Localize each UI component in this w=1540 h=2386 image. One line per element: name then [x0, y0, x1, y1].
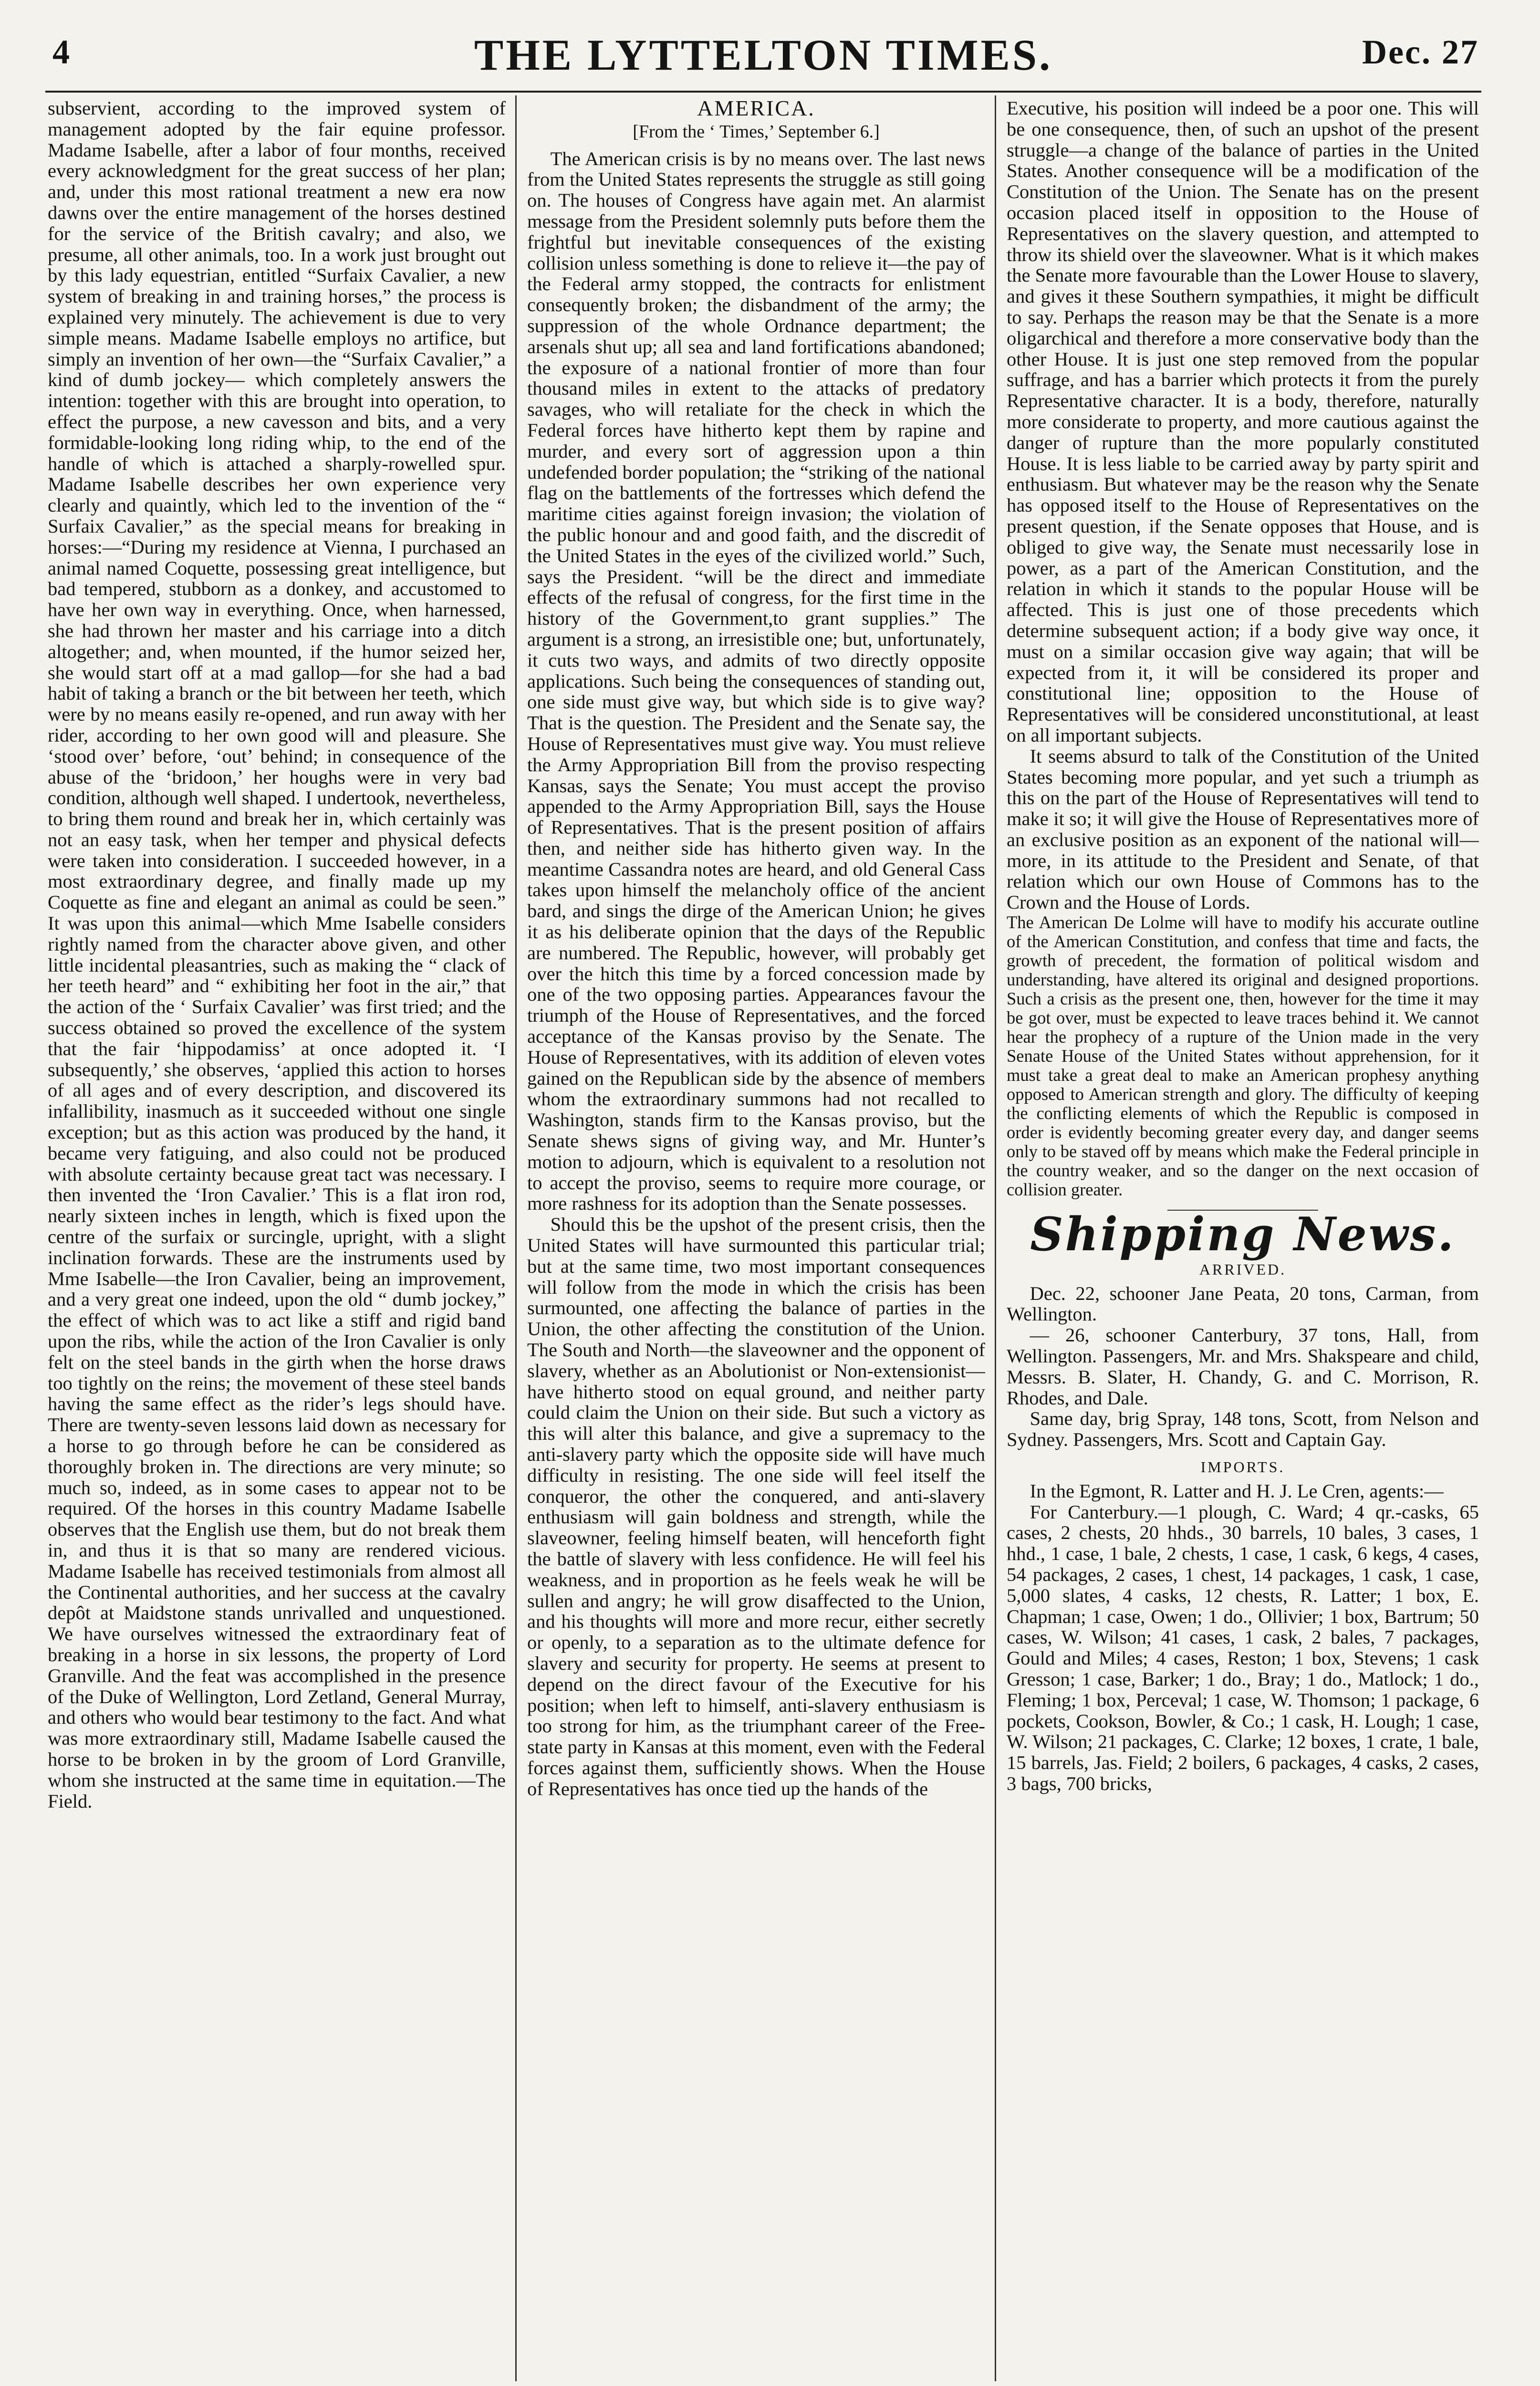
article-paragraph-small: The American De Lolme will have to modify his accurate outline of the American Constitution, and confess that time and facts, the growth of precedent, the formation of political wisdom and understanding, have altered its original and designed proportions. Such a crisis as the present one, then, however for the time it may be got over, must be expected to leave traces behind it. We cannot hear the prophecy of a rupture of the Union made in the very Senate House of the United States without apprehension, for it must take a great deal to make an American prophesy anything opposed to American strength and glory. The difficulty of keeping the conflicting elements of which the Republic is composed in order is evidently becoming greater every day, and danger seems only to be staved off by means which make the Federal principle in the country weaker, and so the danger on the next occasion of collision greater.	[1007, 912, 1479, 1200]
header-rule	[45, 91, 1481, 93]
column-divider-1	[515, 95, 517, 2381]
article-paragraph: It seems absurd to talk of the Constitution of the United States becoming more popular, and yet such a triumph as this on the part of the House of Representatives will tend to make it so; it will give the House of Representatives more of an exclusive position as an exponent of the national will—more, in its attitude to the President and Senate, of that relation which our own House of Commons has to the Crown and the House of Lords.	[1007, 745, 1479, 913]
page-number: 4	[52, 33, 70, 71]
import-entry: For Canterbury.—1 plough, C. Ward; 4 qr.-casks, 65 cases, 2 chests, 20 hhds., 30 barrels, 10 bales, 3 cases, 1 hhd., 1 case, 1 bale, 2 chests, 1 case, 1 cask, 6 kegs, 4 cases, 54 packages, 2 cases, 1 chest, 14 packages, 1 cask, 1 case, 5,000 slates, 4 casks, 12 chests, R. Latter; 1 box, E. Chapman; 1 case, Owen; 1 do., Ollivier; 1 box, Bartrum; 50 cases, W. Wilson; 41 cases, 1 cask, 2 bales, 7 packages, Gould and Miles; 4 cases, Reston; 1 box, Stevens; 1 cask Gresson; 1 case, Barker; 1 do., Bray; 1 do., Matlock; 1 do., Fleming; 1 box, Perceval; 1 case, W. Thomson; 1 package, 6 pockets, Cookson, Bowler, & Co.; 1 cask, H. Lough; 1 case, W. Wilson; 21 packages, C. Clarke; 12 boxes, 1 crate, 1 bale, 15 barrels, Jas. Field; 2 boilers, 6 packages, 4 casks, 2 cases, 3 bags, 700 bricks,	[1007, 1501, 1479, 1794]
column-divider-2	[995, 95, 996, 2381]
newspaper-title: THE LYTTELTON TIMES.	[474, 31, 1053, 79]
imports-heading: IMPORTS.	[1200, 1458, 1285, 1476]
article-heading: AMERICA.	[697, 98, 815, 120]
import-entry: In the Egmont, R. Latter and H. J. Le Cren, agents:—	[1030, 1480, 1444, 1502]
arrival-entry: — 26, schooner Canterbury, 37 tons, Hall, from Wellington. Passengers, Mr. and Mrs. Shakspeare and child, Messrs. B. Slater, H. Chandy, G. and C. Morrison, R. Rhodes, and Dale.	[1007, 1324, 1479, 1409]
arrived-heading: ARRIVED.	[1199, 1260, 1287, 1278]
article-paragraph: subservient, according to the improved system of management adopted by the fair equine professor. Madame Isabelle, after a labor of four months, received every acknowledgment for the great success of her plan; and, under this most rational treatment a new era now dawns over the entire management of the horses destined for the service of the British cavalry; and also, we presume, all other animals, too. In a work just brought out by this lady equestrian, entitled “Surfaix Cavalier, a new system of breaking in and training horses,” the process is explained very minutely. The achievement is due to very simple means. Madame Isabelle employs no artifice, but simply an invention of her own—the “Surfaix Cavalier,” a kind of dumb jockey— which completely answers the intention: together with this are brought into operation, to effect the purpose, a new cavesson and bits, and a very formidable-looking long riding whip, to the end of the handle of which is attached a sharply-rowelled spur. Madame Isabelle describes her own experience very clearly and quaintly, which led to the invention of the “ Surfaix Cavalier,” as the special means for breaking in horses:—“During my residence at Vienna, I purchased an animal named Coquette, possessing great intelligence, but bad tempered, stubborn as a donkey, and accustomed to have her own way in everything. Once, when harnessed, she had thrown her master and his carriage into a ditch altogether; and, when mounted, if the humor seized her, she would start off at a mad gallop—for she had a bad habit of taking a branch or the bit between her teeth, which were by no means easily re-opened, and run away with her rider, according to her own good will and pleasure. She ‘stood over’ before, ‘out’ behind; in consequence of the abuse of the ‘bridoon,’ her houghs were in very bad condition, although well shaped. I undertook, nevertheless, to bring them round and break her in, which certainly was not an easy task, when her temper and physical defects were taken into consideration. I succeeded however, in a most extraordinary degree, and finally made up my Coquette as fine and elegant an animal as could be seen.” It was upon this animal—which Mme Isabelle considers rightly named from the character above given, and other little incidental pleasantries, such as making the “ clack of her teeth heard” and “ exhibiting her foot in the air,” that the action of the ‘ Surfaix Cavalier’ was first tried; and the success obtained so proved the excellence of the system that the fair ‘hippodamiss’ at once adopted it. ‘I subsequently,’ she observes, ‘applied this action to horses of all ages and of every description, and discovered its infallibility, inasmuch as it succeeded without one single exception; but as this action was produced by the hand, it became very fatiguing, and also could not be produced with absolute certainty because great tact was necessary. I then invented the ‘Iron Cavalier.’ This is a flat iron rod, nearly sixteen inches in length, which is fixed upon the centre of the surfaix or surcingle, upright, with a slight inclination forwards. These are the instruments used by Mme Isabelle—the Iron Cavalier, being an improvement, and a very great one indeed, upon the old “ dumb jockey,” the effect of which was to act like a stiff and rigid band upon the ribs, while the action of the Iron Cavalier is only felt on the steel bands in the girth when the horse draws too tightly on the reins; the movement of these steel bands having the same effect as the rider’s legs should have. There are twenty-seven lessons laid down as necessary for a horse to go through before he can be considered as thoroughly broken in. The directions are very minute; so much so, indeed, as in some cases to appear not to be required. Of the horses in this country Madame Isabelle observes that the English use them, but do not break them in, and thus it is that so many are rendered vicious. Madame Isabelle has received testimonials from almost all the Continental authorities, and her success at the cavalry depôt at Maidstone stands unrivalled and unquestioned. We have ourselves witnessed the extraordinary feat of breaking in a horse in six lessons, the property of Lord Granville. And the feat was accomplished in the presence of the Duke of Wellington, Lord Zetland, General Murray, and others who would bear testimony to the fact. And what was more extraordinary still, Madame Isabelle caused the horse to be broken in by the groom of Lord Granville, whom she instructed at the same time in equitation.—The Field.	[48, 98, 506, 1812]
arrival-entry: Same day, brig Spray, 148 tons, Scott, from Nelson and Sydney. Passengers, Mrs. Scott and Captain Gay.	[1007, 1408, 1479, 1451]
column-2	[527, 98, 985, 2384]
article-paragraph: The American crisis is by no means over. The last news from the United States represents the struggle as still going on. The houses of Congress have again met. An alarmist message from the President solemnly puts before them the frightful but inevitable consequences of the existing collision unless something is done to relieve it—the pay of the Federal army stopped, the contracts for enlistment consequently broken; the disbandment of the army; the suppression of the whole Ordnance department; the arsenals shut up; all sea and land fortifications abandoned; the exposure of a national frontier of more than four thousand miles in extent to the attacks of predatory savages, who will retaliate for the check in which the Federal forces have hitherto kept them by rapine and murder, and every sort of aggression upon a thin undefended border population; the “striking of the national flag on the battlements of the fortresses which defend the maritime cities against foreign invasion; the violation of the public honour and and good faith, and the discredit of the United States in the eyes of the civilized world.” Such, says the President. “will be the direct and immediate effects of the refusal of congress, for the first time in the history of the Government,to grant supplies.” The argument is a strong, an irresistible one; but, unfortunately, it cuts two ways, and admits of two directly opposite applications. Such being the consequences of standing out, one side must give way, but which side is to give way? That is the question. The President and the Senate say, the House of Representatives must give way. You must relieve the Army Appropriation Bill from the proviso respecting Kansas, says the Senate; You must accept the proviso appended to the Army Appropriation Bill, says the House of Representatives. That is the present position of affairs then, and neither side has hitherto given way. In the meantime Cassandra notes are heard, and old General Cass takes upon himself the melancholy office of the ancient bard, and sings the dirge of the American Union; he gives it as his deliberate opinion that the days of the Republic are numbered. The Republic, however, will probably get over the hitch this time by a forced concession made by one of the two opposing parties. Appearances favour the triumph of the House of Representatives, and the forced acceptance of the Kansas proviso by the Senate. The House of Representatives, with its addition of eleven votes gained on the Republican side by the absence of members whom the extraordinary summons had not recalled to Washington, stands firm to the Kansas proviso, but the Senate shews signs of giving way, and Mr. Hunter’s motion to adjourn, which is equivalent to a resolution not to accept the proviso, seems to require more courage, or more rashness for its adoption than the Senate possesses.	[527, 147, 985, 1214]
article-paragraph: Executive, his position will indeed be a poor one. This will be one consequence, then, of such an upshot of the present struggle—a change of the balance of parties in the United States. Another consequence will be a modification of the Constitution of the Union. The Senate has on the present occasion placed itself in opposition to the House of Representatives on the slavery question, and attempted to throw its shield over the slaveowner. What is it which makes the Senate more favourable than the Lower House to slavery, and gives it these Southern sympathies, it might be difficult to say. Perhaps the reason may be that the Senate is a more oligarchical and therefore a more conservative body than the other House. It is just one step removed from the popular suffrage, and has a barrier which protects it from the purely Representative character. It is a body, therefore, naturally more considerate to property, and more cautious against the danger of rupture than the more popularly constituted House. It is less liable to be carried away by party spirit and enthusiasm. But whatever may be the reason why the Senate has opposed itself to the House of Representatives on the present question, if the Senate opposes that House, and is obliged to give way, the Senate must necessarily lose in power, as a part of the American Constitution, and the relation in which it stands to the popular House will be affected. This is just one of those precedents which determine subsequent action; if a body give way once, it must on a similar occasion give way again; that will be expected from it, it will be considered its proper and constitutional line; opposition to the House of Representatives will be considered unconstitutional, at least on all important subjects.	[1007, 98, 1479, 746]
article-paragraph: Should this be the upshot of the present crisis, then the United States will have surmounted this particular trial; but at the same time, two most important consequences will follow from the mode in which the crisis has been surmounted, one affecting the balance of parties in the Union, the other affecting the constitution of the Union. The South and North—the slaveowner and the opponent of slavery, whether as an Abolutionist or Non-extensionist—have hitherto stood on equal ground, and neither party could claim the Union on their side. But such a victory as this will alter this balance, and give a supremacy to the anti-slavery party which the opposite side will have much difficulty in resisting. The one side will feel itself the conqueror, the other the conquered, and anti-slavery enthusiasm will gain boldness and strength, while the slaveowner, feeling himself beaten, will henceforth fight the battle of slavery with less confidence. He will feel his weakness, and in proportion as he feels weak he will be sullen and angry; he will grow disaffected to the Union, and his thoughts will more and more recur, either secretly or openly, to a separation as to the ultimate defence for slavery and security for property. He seems at present to depend on the direct favour of the Executive for his position; when left to himself, anti-slavery enthusiasm is too strong for him, as the triumphant career of the Free-state party in Kansas at this moment, even with the Federal forces against them, sufficiently shows. When the House of Representatives has once tied up the hands of the	[527, 1214, 985, 1800]
article-source: [From the ‘ Times,’ September 6.]	[633, 121, 880, 142]
shipping-news-title: Shipping News.	[1030, 1207, 1456, 1262]
column-1	[48, 98, 506, 2384]
issue-date: Dec. 27	[1362, 33, 1479, 71]
arrival-entry: Dec. 22, schooner Jane Peata, 20 tons, Carman, from Wellington.	[1007, 1282, 1479, 1325]
masthead	[48, 24, 1479, 81]
column-3	[1007, 98, 1479, 2384]
